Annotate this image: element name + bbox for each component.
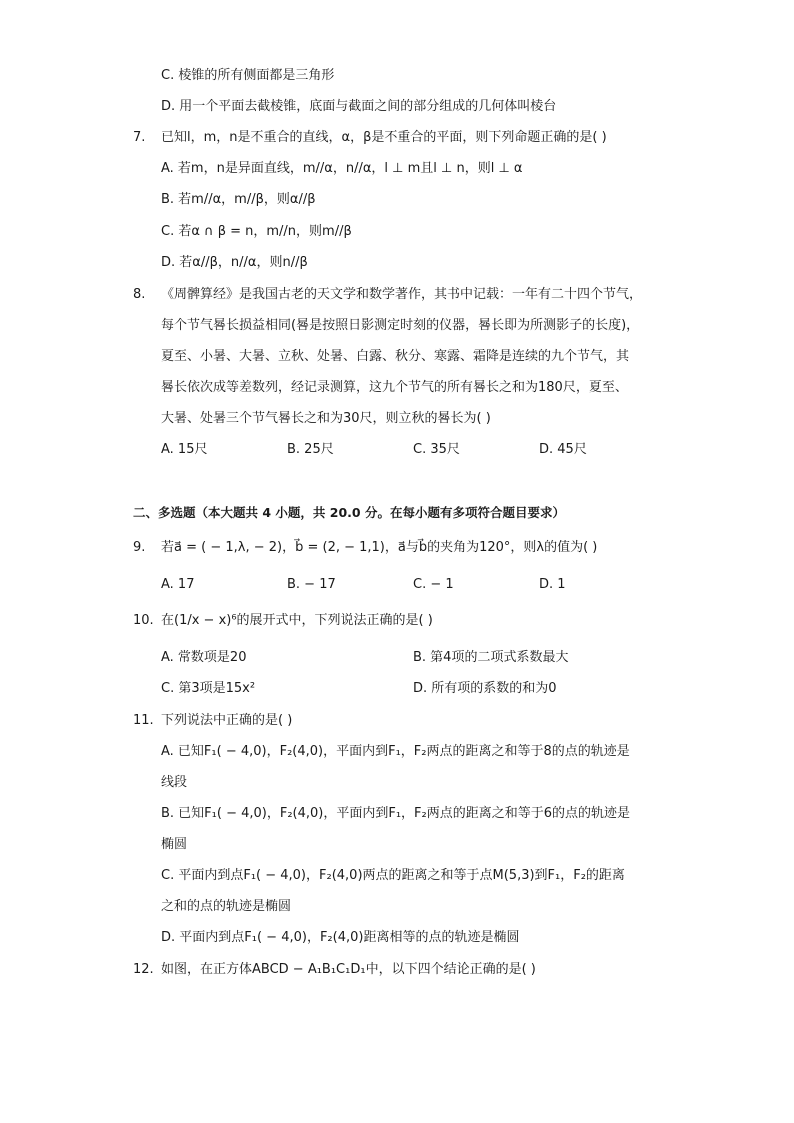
q8-stem-line-3: 夏至、小暑、大暑、立秋、处暑、白露、秋分、寒露、霜降是连续的九个节气，其 xyxy=(161,349,630,364)
q8-option-a: A. 15尺 xyxy=(161,442,208,457)
q7-option-a: A. 若m，n是异面直线，m//α，n//α，l ⊥ m且l ⊥ n，则l ⊥ α xyxy=(161,161,523,176)
q11-option-a-line-1: A. 已知F₁( − 4,0)，F₂(4,0)，平面内到F₁，F₂两点的距离之和等于8的点的轨迹是 xyxy=(161,744,630,759)
q11-option-d: D. 平面内到点F₁( − 4,0)，F₂(4,0)距离相等的点的轨迹是椭圆 xyxy=(161,930,520,945)
q11-number: 11. xyxy=(133,713,154,728)
q8-stem-line-4: 晷长依次成等差数列，经记录测算，这九个节气的所有晷长之和为180尺，夏至、 xyxy=(161,380,628,395)
q10-option-b: B. 第4项的二项式系数最大 xyxy=(413,650,569,665)
q7-option-d: D. 若α//β，n//α，则n//β xyxy=(161,255,308,270)
q9-option-a: A. 17 xyxy=(161,577,195,592)
q11-option-c-line-2: 之和的点的轨迹是椭圆 xyxy=(161,899,292,914)
q7-stem: 已知l，m，n是不重合的直线，α，β是不重合的平面，则下列命题正确的是( ) xyxy=(161,130,607,145)
q6-option-d: D. 用一个平面去截棱锥，底面与截面之间的部分组成的几何体叫棱台 xyxy=(161,99,557,114)
q10-option-a: A. 常数项是20 xyxy=(161,650,247,665)
q11-stem: 下列说法中正确的是( ) xyxy=(161,713,293,728)
q12-number: 12. xyxy=(133,962,154,977)
q7-option-c: C. 若α ∩ β = n，m//n，则m//β xyxy=(161,224,352,239)
q11-option-a-line-2: 线段 xyxy=(161,775,188,790)
q11-option-c-line-1: C. 平面内到点F₁( − 4,0)，F₂(4,0)两点的距离之和等于点M(5,3)到F₁，F₂的距离 xyxy=(161,868,625,883)
q8-stem-line-2: 每个节气晷长损益相同(晷是按照日影测定时刻的仪器，晷长即为所测影子的长度)， xyxy=(161,318,640,333)
q6-option-c: C. 棱锥的所有侧面都是三角形 xyxy=(161,68,335,83)
q8-option-c: C. 35尺 xyxy=(413,442,460,457)
q8-option-b: B. 25尺 xyxy=(287,442,334,457)
q11-option-b-line-2: 椭圆 xyxy=(161,837,188,852)
q9-option-b: B. − 17 xyxy=(287,577,336,592)
q9-option-d: D. 1 xyxy=(539,577,566,592)
q12-stem: 如图，在正方体ABCD − A₁B₁C₁D₁中，以下四个结论正确的是( ) xyxy=(161,962,536,977)
q8-option-d: D. 45尺 xyxy=(539,442,587,457)
q8-stem-line-5: 大暑、处暑三个节气晷长之和为30尺，则立秋的晷长为( ) xyxy=(161,411,491,426)
q7-number: 7. xyxy=(133,130,146,145)
q10-stem: 在(1/x − x)⁶的展开式中，下列说法正确的是( ) xyxy=(161,613,433,628)
section-heading-multiple-choice: 二、多选题（本大题共 4 小题，共 20.0 分。在每小题有多项符合题目要求） xyxy=(133,505,565,520)
q7-option-b: B. 若m//α，m//β，则α//β xyxy=(161,192,316,207)
q9-stem: 若a⃗ = ( − 1,λ, − 2)，b⃗ = (2, − 1,1)，a⃗与b⃗的夹角为120°，则λ的值为( ) xyxy=(161,540,598,555)
q10-option-c: C. 第3项是15x² xyxy=(161,681,256,696)
q8-number: 8. xyxy=(133,287,146,302)
q11-option-b-line-1: B. 已知F₁( − 4,0)，F₂(4,0)，平面内到F₁，F₂两点的距离之和等于6的点的轨迹是 xyxy=(161,806,631,821)
q9-number: 9. xyxy=(133,540,146,555)
q10-option-d: D. 所有项的系数的和为0 xyxy=(413,681,557,696)
q10-number: 10. xyxy=(133,613,154,628)
q8-stem-line-1: 《周髀算经》是我国古老的天文学和数学著作，其书中记载：一年有二十四个节气， xyxy=(161,287,643,302)
q9-option-c: C. − 1 xyxy=(413,577,454,592)
